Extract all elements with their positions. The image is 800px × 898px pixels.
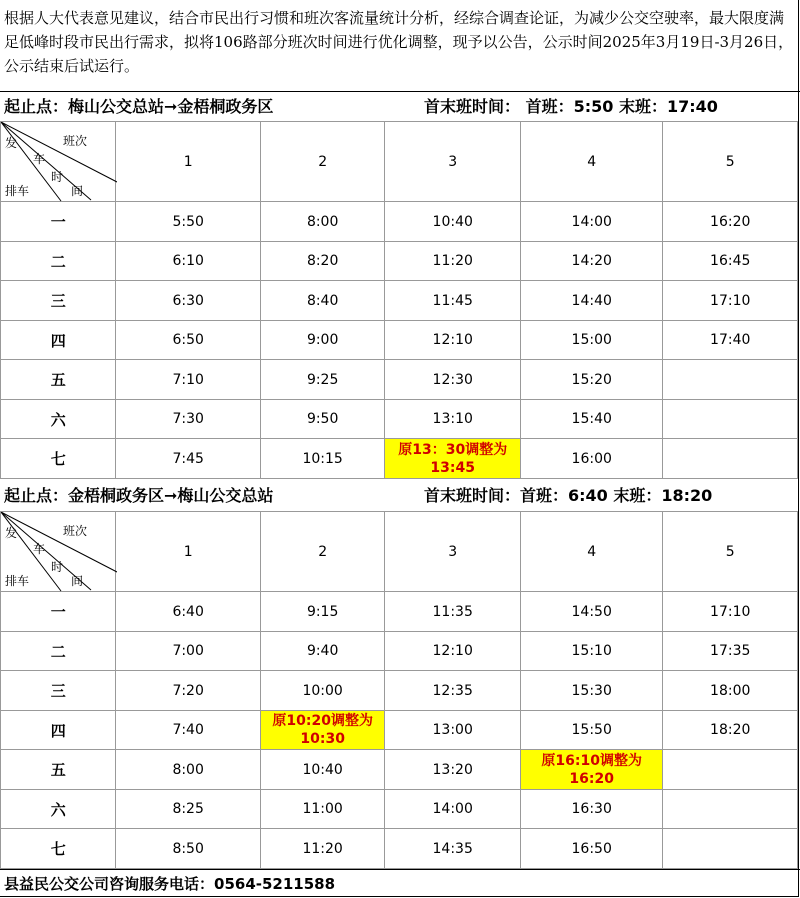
departure-time: 18:00 xyxy=(663,671,798,711)
departure-time: 7:20 xyxy=(116,671,260,711)
departure-time: 8:20 xyxy=(260,242,385,281)
departure-time: 9:25 xyxy=(260,360,385,400)
departure-time: 7:00 xyxy=(116,632,260,671)
service-times-1: 首末班时间： 首班：5:50 末班：17:40 xyxy=(424,97,718,116)
departure-time: 17:35 xyxy=(663,632,798,671)
table-row xyxy=(1,202,798,242)
column-header: 3 xyxy=(385,512,521,592)
departure-time: 8:50 xyxy=(116,829,260,869)
departure-time: 10:00 xyxy=(260,671,385,711)
table-row xyxy=(1,671,798,711)
departure-time: 16:30 xyxy=(520,790,662,829)
departure-time: 6:40 xyxy=(116,592,260,632)
departure-time: 6:50 xyxy=(116,321,260,360)
column-header: 5 xyxy=(663,122,798,202)
departure-time: 9:00 xyxy=(260,321,385,360)
departure-time: 17:10 xyxy=(663,592,798,632)
table-header-row xyxy=(1,512,798,592)
divider xyxy=(0,869,800,870)
departure-time: 9:15 xyxy=(260,592,385,632)
adjusted-time-cell: 原16:10调整为 16:20 xyxy=(520,750,662,790)
departure-time: 12:35 xyxy=(385,671,521,711)
departure-time xyxy=(663,400,798,439)
schedule-table-1 xyxy=(0,121,798,479)
departure-time: 14:40 xyxy=(520,281,662,321)
departure-time: 7:45 xyxy=(116,439,260,479)
header-label-fa: 发 xyxy=(5,136,18,150)
route-title-2: 起止点：金梧桐政务区➞梅山公交总站 xyxy=(4,486,274,505)
departure-time: 15:10 xyxy=(520,632,662,671)
table-row xyxy=(1,829,798,869)
departure-time: 10:40 xyxy=(260,750,385,790)
header-label-che: 车 xyxy=(33,542,46,556)
departure-time: 16:50 xyxy=(520,829,662,869)
row-label: 五 xyxy=(1,750,116,790)
header-label-shi: 时 xyxy=(51,560,64,574)
departure-time: 15:50 xyxy=(520,711,662,750)
column-header: 4 xyxy=(520,122,662,202)
header-label-paiche: 排车 xyxy=(5,184,30,198)
departure-time: 7:30 xyxy=(116,400,260,439)
row-label: 一 xyxy=(1,592,116,632)
departure-time: 10:15 xyxy=(260,439,385,479)
table-row xyxy=(1,281,798,321)
header-label-banci: 班次 xyxy=(63,134,88,148)
departure-time: 17:10 xyxy=(663,281,798,321)
departure-time: 17:40 xyxy=(663,321,798,360)
departure-time: 13:20 xyxy=(385,750,521,790)
table-row xyxy=(1,242,798,281)
departure-time: 14:35 xyxy=(385,829,521,869)
departure-time: 14:50 xyxy=(520,592,662,632)
row-label: 二 xyxy=(1,632,116,671)
row-label: 六 xyxy=(1,790,116,829)
departure-time xyxy=(663,790,798,829)
schedule-table-2 xyxy=(0,511,798,869)
departure-time: 11:00 xyxy=(260,790,385,829)
table-row xyxy=(1,790,798,829)
row-label: 七 xyxy=(1,439,116,479)
departure-time: 15:00 xyxy=(520,321,662,360)
divider xyxy=(0,91,800,92)
departure-time: 6:30 xyxy=(116,281,260,321)
departure-time xyxy=(663,829,798,869)
table-row xyxy=(1,711,798,750)
departure-time: 15:40 xyxy=(520,400,662,439)
adjusted-time-cell: 原10:20调整为 10:30 xyxy=(260,711,385,750)
diagonal-header-cell xyxy=(1,122,116,202)
departure-time: 18:20 xyxy=(663,711,798,750)
column-header: 2 xyxy=(260,512,385,592)
departure-time: 15:20 xyxy=(520,360,662,400)
adjusted-time-cell: 原13：30调整为 13:45 xyxy=(385,439,521,479)
table-row xyxy=(1,632,798,671)
row-label: 一 xyxy=(1,202,116,242)
header-label-che: 车 xyxy=(33,152,46,166)
departure-time xyxy=(663,750,798,790)
departure-time: 16:45 xyxy=(663,242,798,281)
table-row xyxy=(1,400,798,439)
departure-time: 13:00 xyxy=(385,711,521,750)
departure-time: 7:40 xyxy=(116,711,260,750)
departure-time: 11:35 xyxy=(385,592,521,632)
departure-time: 8:00 xyxy=(116,750,260,790)
departure-time: 12:10 xyxy=(385,632,521,671)
row-label: 五 xyxy=(1,360,116,400)
column-header: 3 xyxy=(385,122,521,202)
table-row xyxy=(1,439,798,479)
departure-time: 14:00 xyxy=(385,790,521,829)
departure-time: 8:25 xyxy=(116,790,260,829)
table-header-row xyxy=(1,122,798,202)
table-row xyxy=(1,360,798,400)
departure-time: 9:50 xyxy=(260,400,385,439)
row-label: 四 xyxy=(1,711,116,750)
column-header: 1 xyxy=(116,512,260,592)
departure-time: 6:10 xyxy=(116,242,260,281)
notice-text: 根据人大代表意见建议，结合市民出行习惯和班次客流量统计分析，经综合调查论证，为减少公交空驶率，最大限度满足低峰时段市民出行需求，拟将106路部分班次时间进行优化调整，现予以公告，公示时间2025年3月19日-3月26日，公示结束后试运行。 xyxy=(4,9,794,75)
row-label: 六 xyxy=(1,400,116,439)
departure-time: 8:00 xyxy=(260,202,385,242)
row-label: 三 xyxy=(1,671,116,711)
departure-time: 15:30 xyxy=(520,671,662,711)
departure-time: 16:20 xyxy=(663,202,798,242)
departure-time: 14:20 xyxy=(520,242,662,281)
table-row xyxy=(1,321,798,360)
column-header: 1 xyxy=(116,122,260,202)
departure-time: 11:45 xyxy=(385,281,521,321)
column-header: 5 xyxy=(663,512,798,592)
header-label-fa: 发 xyxy=(5,526,18,540)
row-label: 三 xyxy=(1,281,116,321)
departure-time xyxy=(663,360,798,400)
departure-time: 8:40 xyxy=(260,281,385,321)
row-label: 四 xyxy=(1,321,116,360)
service-times-2: 首末班时间：首班：6:40 末班：18:20 xyxy=(424,486,713,505)
route-title-1: 起止点：梅山公交总站➞金梧桐政务区 xyxy=(4,97,274,116)
departure-time: 7:10 xyxy=(116,360,260,400)
departure-time: 12:30 xyxy=(385,360,521,400)
departure-time: 12:10 xyxy=(385,321,521,360)
departure-time: 10:40 xyxy=(385,202,521,242)
departure-time: 11:20 xyxy=(260,829,385,869)
departure-time: 13:10 xyxy=(385,400,521,439)
column-header: 2 xyxy=(260,122,385,202)
header-label-paiche: 排车 xyxy=(5,574,30,588)
header-label-shi: 时 xyxy=(51,170,64,184)
diagonal-header-cell xyxy=(1,512,116,592)
column-header: 4 xyxy=(520,512,662,592)
departure-time: 14:00 xyxy=(520,202,662,242)
header-label-jian: 间 xyxy=(71,574,84,588)
row-label: 二 xyxy=(1,242,116,281)
departure-time: 5:50 xyxy=(116,202,260,242)
departure-time: 16:00 xyxy=(520,439,662,479)
departure-time: 11:20 xyxy=(385,242,521,281)
departure-time: 9:40 xyxy=(260,632,385,671)
contact-footer: 县益民公交公司咨询服务电话：0564-5211588 xyxy=(4,875,336,893)
departure-time xyxy=(663,439,798,479)
header-label-banci: 班次 xyxy=(63,524,88,538)
row-label: 七 xyxy=(1,829,116,869)
table-row xyxy=(1,592,798,632)
table-row xyxy=(1,750,798,790)
header-label-jian: 间 xyxy=(71,184,84,198)
